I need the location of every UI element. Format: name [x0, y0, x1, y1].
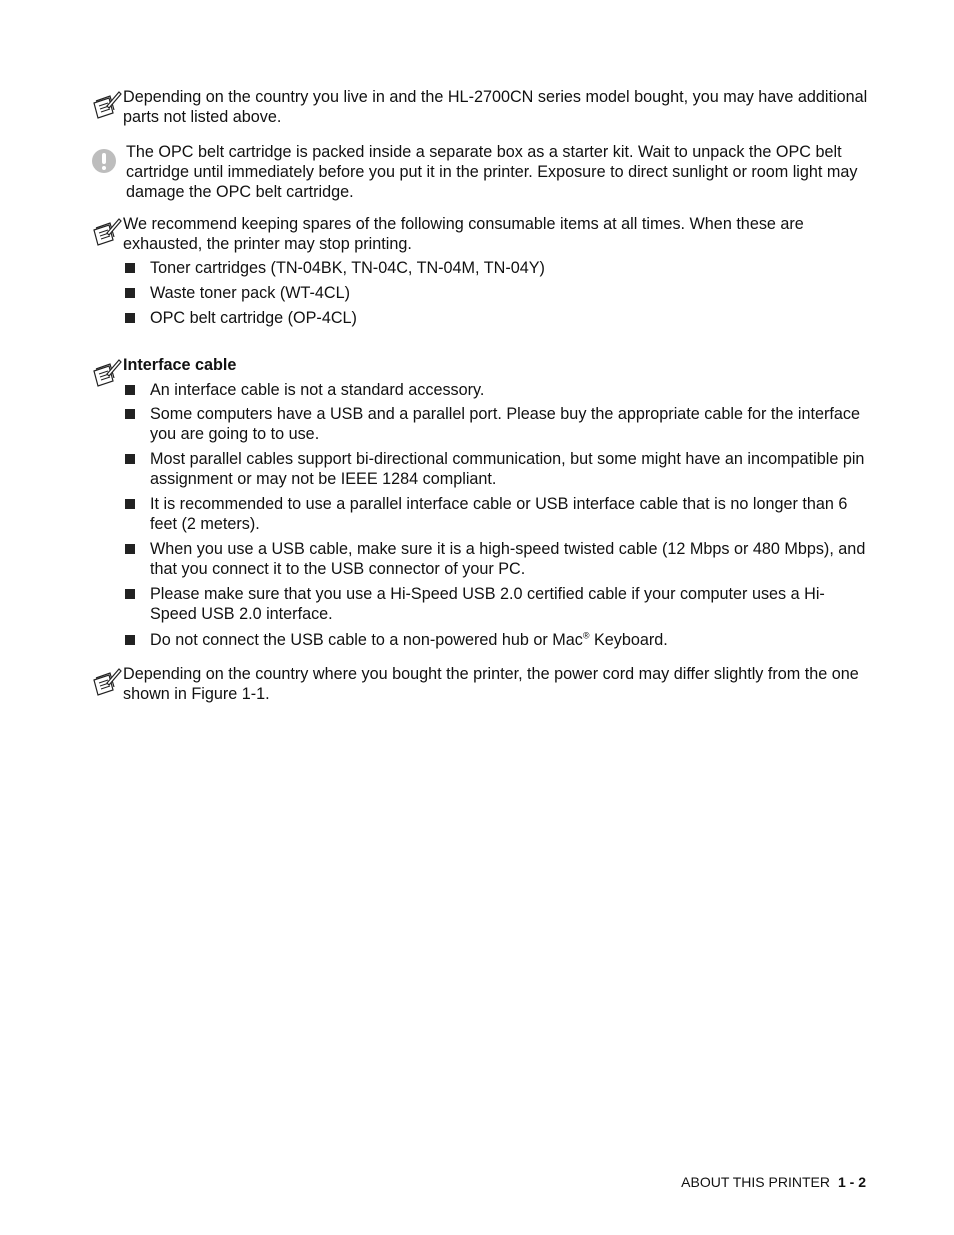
list-item: OPC belt cartridge (OP-4CL) [124, 308, 869, 328]
list-item: Most parallel cables support bi-directional communication, but some might have an incompatible pin assignment or may not be IEEE 1284 compliant. [124, 449, 869, 489]
list-item: Toner cartridges (TN-04BK, TN-04C, TN-04M, TN-04Y) [124, 258, 869, 278]
list-item: Some computers have a USB and a parallel port. Please buy the appropriate cable for the interface you are going to to use. [124, 404, 869, 444]
bullet-square-icon [125, 589, 135, 599]
bullet-square-icon [125, 385, 135, 395]
list-item: Waste toner pack (WT-4CL) [124, 283, 869, 303]
bullet-square-icon [125, 263, 135, 273]
note-4 [91, 664, 871, 704]
note-2-text: We recommend keeping spares of the following consumable items at all times. When these are exhausted, the printer may stop printing. [123, 215, 804, 253]
bullet-square-icon [125, 313, 135, 323]
section-heading: Interface cable [123, 356, 237, 374]
bullet-square-icon [125, 288, 135, 298]
footer-section: ABOUT THIS PRINTER [681, 1174, 830, 1190]
list-item: Do not connect the USB cable to a non-powered hub or Mac® Keyboard. [124, 630, 869, 650]
list-item: An interface cable is not a standard accessory. [124, 380, 869, 400]
bullet-square-icon [125, 544, 135, 554]
page-footer [681, 1174, 866, 1190]
note-2 [91, 214, 871, 254]
note-3 [91, 355, 871, 375]
page-number: 1 - 2 [837, 1174, 866, 1190]
caution-text: The OPC belt cartridge is packed inside a separate box as a starter kit. Wait to unpack the OPC belt cartridge until immediately before you put it in the printer. Exposure to direct sunlight or room light may damage the OPC belt cartridge. [126, 143, 858, 201]
bullet-square-icon [125, 409, 135, 419]
note-4-text: Depending on the country where you bought the printer, the power cord may differ slightly from the one shown in Figure 1-1. [123, 665, 859, 703]
note-1-text: Depending on the country you live in and the HL-2700CN series model bought, you may have additional parts not listed above. [123, 88, 868, 126]
note-1 [91, 87, 871, 127]
list-item: Please make sure that you use a Hi-Speed USB 2.0 certified cable if your computer uses a Hi-Speed USB 2.0 interface. [124, 584, 869, 624]
interface-cable-list [124, 380, 869, 650]
note-pencil-icon [91, 89, 123, 119]
note-pencil-icon [91, 357, 123, 387]
list-item: It is recommended to use a parallel interface cable or USB interface cable that is no longer than 6 feet (2 meters). [124, 494, 869, 534]
list-item: When you use a USB cable, make sure it is a high-speed twisted cable (12 Mbps or 480 Mbps), and that you connect it to the USB connector of your PC. [124, 539, 869, 579]
bullet-square-icon [125, 454, 135, 464]
bullet-square-icon [125, 635, 135, 645]
caution-note [91, 142, 871, 202]
exclamation-icon [91, 148, 117, 174]
consumables-list [124, 258, 869, 328]
registered-mark: ® [582, 630, 590, 641]
note-pencil-icon [91, 216, 123, 246]
note-pencil-icon [91, 666, 123, 696]
bullet-square-icon [125, 499, 135, 509]
